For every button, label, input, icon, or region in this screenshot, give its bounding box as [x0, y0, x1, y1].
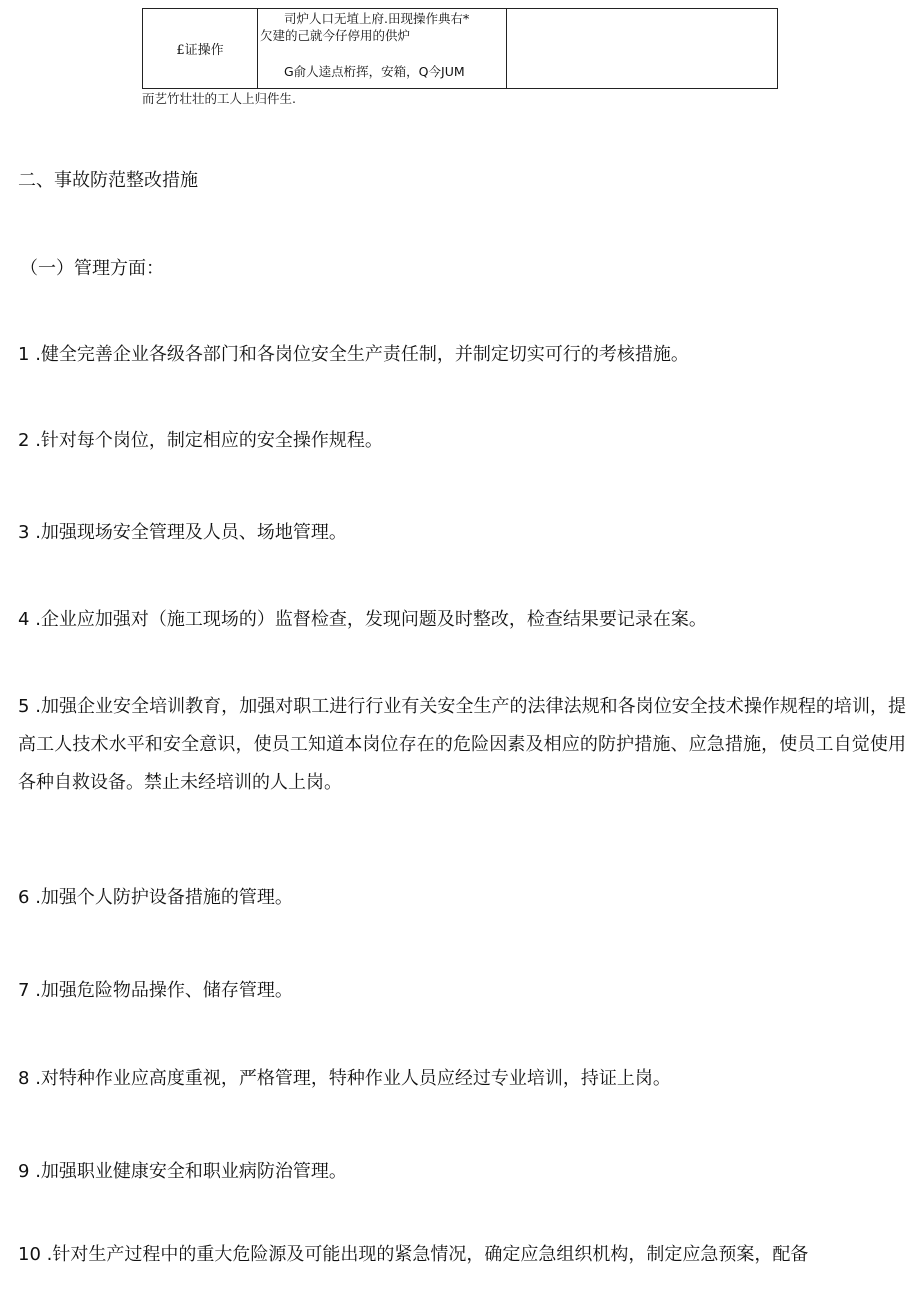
table-content-line-1: 司炉人口无埴上府.田现操作典右*: [284, 11, 470, 26]
table-empty-cell: [507, 9, 778, 89]
table-footnote: 而艺竹壮壮的工人上归件生.: [142, 91, 296, 106]
list-item-number: 8: [18, 1068, 30, 1089]
list-item-number: 5: [18, 696, 30, 717]
table-content-line-3: G俞人逵点桁挥，安箱，Q今JUM: [284, 64, 465, 79]
list-item-number: 1: [18, 344, 30, 365]
list-item-text: .健全完善企业各级各部门和各岗位安全生产责任制，并制定切实可行的考核措施。: [35, 344, 689, 365]
list-item: [18, 1236, 906, 1274]
list-item-number: 6: [18, 887, 30, 908]
table-content-line-2: 欠建的己就今仔停用的供炉: [260, 28, 411, 43]
table-content-cell: [258, 9, 507, 89]
list-item: [18, 514, 906, 552]
list-item: [18, 601, 906, 639]
list-item-text: .针对生产过程中的重大危险源及可能出现的紧急情况，确定应急组织机构，制定应急预案，配备: [46, 1244, 809, 1265]
section-heading: 二、事故防范整改措施: [18, 170, 198, 191]
list-item: [18, 336, 906, 374]
list-item: [18, 688, 906, 802]
list-item-number: 4: [18, 609, 30, 630]
list-item-text: .加强企业安全培训教育，加强对职工进行行业有关安全生产的法律法规和各岗位安全技术操作规程的培训，提高工人技术水平和安全意识，使员工知道本岗位存在的危险因素及相应的防护措施、应急措施，使员工自觉使用各种自救设备。禁止未经培训的人上岗。: [18, 696, 906, 793]
list-item-number: 9: [18, 1161, 30, 1182]
list-item-number: 7: [18, 980, 30, 1001]
list-item: [18, 972, 906, 1010]
list-item-number: 3: [18, 522, 30, 543]
list-item-text: .加强现场安全管理及人员、场地管理。: [35, 522, 347, 543]
subsection-heading: （一）管理方面：: [20, 258, 164, 279]
table-label-text: £证操作: [176, 43, 224, 58]
list-item: [18, 1060, 906, 1098]
list-item: [18, 422, 906, 460]
list-item-text: .企业应加强对（施工现场的）监督检查，发现问题及时整改，检查结果要记录在案。: [35, 609, 707, 630]
list-item-text: .加强个人防护设备措施的管理。: [35, 887, 293, 908]
list-item-number: 10: [18, 1244, 41, 1265]
table-row: [143, 9, 778, 89]
list-item-text: .对特种作业应高度重视，严格管理，特种作业人员应经过专业培训，持证上岗。: [35, 1068, 671, 1089]
list-item-text: .加强职业健康安全和职业病防治管理。: [35, 1161, 347, 1182]
operation-table-fragment: [142, 8, 778, 89]
table-label-cell: [143, 9, 258, 89]
list-item: [18, 1153, 906, 1191]
list-item: [18, 879, 906, 917]
list-item-number: 2: [18, 430, 30, 451]
list-item-text: .加强危险物品操作、储存管理。: [35, 980, 293, 1001]
list-item-text: .针对每个岗位，制定相应的安全操作规程。: [35, 430, 383, 451]
